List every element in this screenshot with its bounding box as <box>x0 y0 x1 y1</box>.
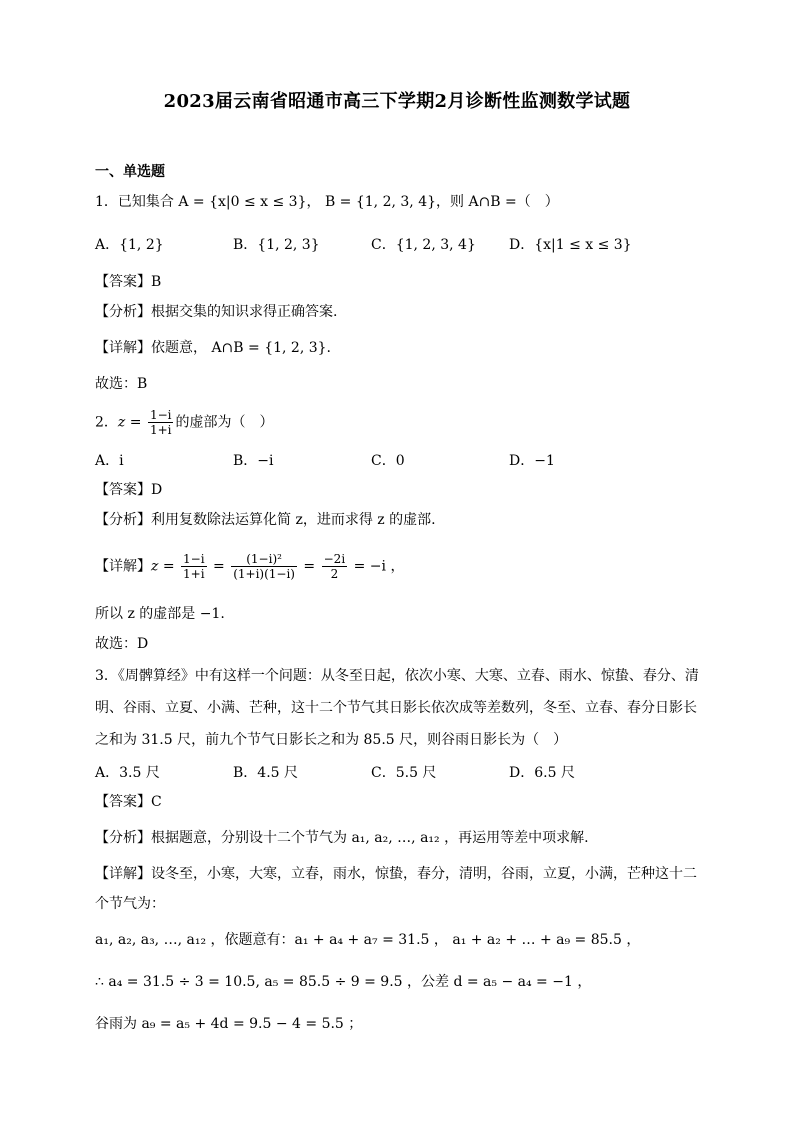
detail-fraction-1-numerator: 1−i <box>183 552 205 566</box>
q3-stem-line-3: 之和为 31.5 尺，前九个节气日影长之和为 85.5 尺，则谷雨日影长为（ ） <box>95 732 568 748</box>
q2-fraction-numerator: 1−i <box>149 408 172 422</box>
analysis-label: 【分析】 <box>95 304 151 320</box>
q3-option-a: A．3.5 尺 <box>95 765 160 781</box>
detail-label: 【详解】 <box>95 558 151 575</box>
q2-fraction <box>148 408 174 437</box>
q1-option-a: A．{1, 2} <box>95 237 164 253</box>
detail-fraction-3 <box>322 552 348 581</box>
q3-option-b: B．4.5 尺 <box>233 765 299 781</box>
detail-fraction-3-numerator: −2i <box>323 552 346 566</box>
answer-label: 【答案】 <box>95 482 151 498</box>
answer-value: C <box>151 794 162 810</box>
q1-analysis <box>95 302 337 322</box>
analysis-label: 【分析】 <box>95 830 151 846</box>
q2-answer <box>95 480 162 500</box>
q3-detail-line-2: 个节气为： <box>95 896 165 912</box>
q3-analysis <box>95 828 589 848</box>
q1-answer <box>95 272 161 292</box>
q3-detail <box>95 864 697 884</box>
detail-text: 依题意， A∩B = {1, 2, 3}. <box>151 340 331 356</box>
q2-fraction-denominator: 1+i <box>149 423 172 437</box>
q2-option-c: C．0 <box>371 453 405 469</box>
answer-value: B <box>151 274 162 290</box>
detail-label: 【详解】 <box>95 340 151 356</box>
detail-fraction-1-denominator: 1+i <box>183 567 205 581</box>
detail-fraction-2-numerator: (1−i)² <box>231 552 297 567</box>
detail-result: = −i ， <box>353 558 405 575</box>
section-heading: 一、单选题 <box>95 164 165 180</box>
q2-option-d: D．−1 <box>509 453 555 469</box>
q3-option-c: C．5.5 尺 <box>371 765 437 781</box>
q3-option-d: D．6.5 尺 <box>509 765 575 781</box>
answer-label: 【答案】 <box>95 794 151 810</box>
q2-note: 所以 z 的虚部是 −1. <box>95 606 225 622</box>
detail-fraction-2 <box>231 552 297 581</box>
q3-answer <box>95 792 162 812</box>
detail-fraction-2-denominator: (1+i)(1−i) <box>233 567 295 581</box>
q2-stem <box>95 408 273 437</box>
detail-fraction-1 <box>181 552 207 581</box>
analysis-text: 根据题意，分别设十二个节气为 a₁, a₂, …, a₁₂ ，再运用等差中项求解. <box>151 830 589 846</box>
q2-number: 2． <box>95 414 118 431</box>
page-title: 2023届云南省昭通市高三下学期2月诊断性监测数学试题 <box>163 91 631 112</box>
q2-lhs: z = <box>117 414 142 431</box>
q1-stem: 1．已知集合 A = {x|0 ≤ x ≤ 3}， B = {1, 2, 3, 4}，则 A∩B =（ ） <box>95 194 559 210</box>
analysis-label: 【分析】 <box>95 512 151 528</box>
answer-label: 【答案】 <box>95 274 151 290</box>
q3-equation-2: ∴ a₄ = 31.5 ÷ 3 = 10.5, a₅ = 85.5 ÷ 9 = 9.5 ，公差 d = a₅ − a₄ = −1 ， <box>95 974 592 990</box>
analysis-text: 根据交集的知识求得正确答案. <box>151 304 338 320</box>
q1-option-d: D．{x|1 ≤ x ≤ 3} <box>509 237 632 253</box>
detail-text: 设冬至，小寒，大寒，立春，雨水，惊蛰，春分，清明，谷雨，立夏，小满，芒种这十二 <box>151 866 697 882</box>
detail-fraction-3-denominator: 2 <box>330 567 339 581</box>
q2-option-a: A．i <box>95 453 124 469</box>
q2-analysis <box>95 510 436 530</box>
answer-value: D <box>151 482 163 498</box>
q1-option-b: B．{1, 2, 3} <box>233 237 320 253</box>
q1-detail <box>95 338 331 358</box>
q1-option-c: C．{1, 2, 3, 4} <box>371 237 476 253</box>
q3-equation-1: a₁, a₂, a₃, …, a₁₂ ，依题意有：a₁ + a₄ + a₇ = 31.5 ， a₁ + a₂ + … + a₉ = 85.5 ， <box>95 932 641 948</box>
q3-equation-3: 谷雨为 a₉ = a₅ + 4d = 9.5 − 4 = 5.5 ； <box>95 1016 363 1032</box>
analysis-text: 利用复数除法运算化简 z，进而求得 z 的虚部. <box>151 512 436 528</box>
detail-label: 【详解】 <box>95 866 151 882</box>
q3-stem-line-2: 明、谷雨、立夏、小满、芒种，这十二个节气其日影长依次成等差数列，冬至、立春、春分日影长 <box>95 700 697 716</box>
q2-stem-tail: 的虚部为（ ） <box>175 414 274 431</box>
q1-conclusion: 故选：B <box>95 376 148 392</box>
q3-stem-line-1: 3．《周髀算经》中有这样一个问题：从冬至日起，依次小寒、大寒、立春、雨水、惊蛰、春分、清 <box>95 668 699 684</box>
q2-conclusion: 故选：D <box>95 636 149 652</box>
q2-option-b: B．−i <box>233 453 274 469</box>
q2-detail: 【详解】z = $\frac{1-i}{1+i}$ = $\frac{\text{(1−i)²}}{(1+i)(1-i)}$ = $\frac{-2i}{2}$ = −i ， <box>95 552 405 581</box>
